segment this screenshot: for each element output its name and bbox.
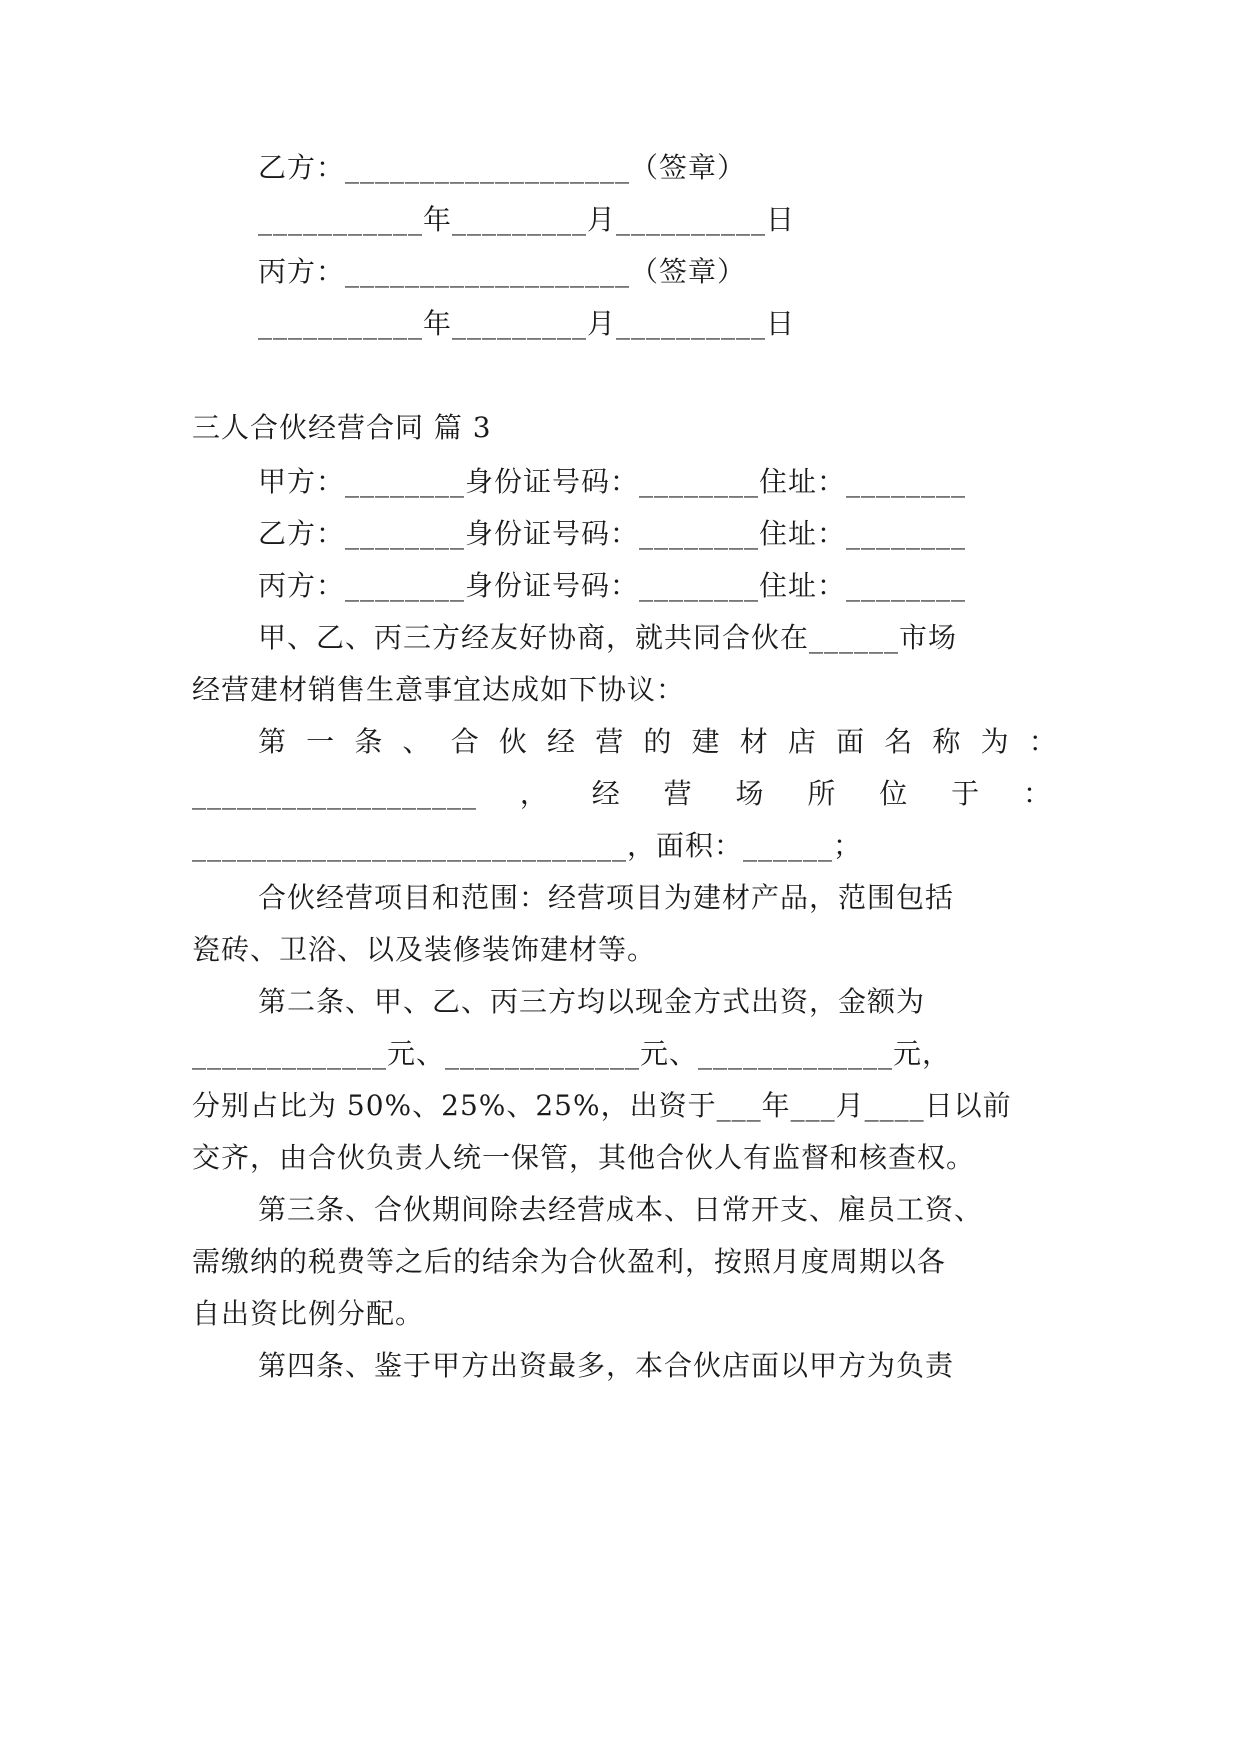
article-2-line-1: 第二条、甲、乙、丙三方均以现金方式出资，金额为: [258, 985, 926, 1018]
article-3-line-2: 需缴纳的税费等之后的结余为合伙盈利，按照月度周期以各: [192, 1245, 947, 1278]
article-1-line-1-segment: 名: [884, 725, 914, 758]
date-line-2: ___________年_________月__________日: [258, 307, 796, 340]
article-1-line-2: [192, 774, 1052, 814]
article-2-line-3: 分别占比为 50%、25%、25%，出资于___年___月____日以前: [192, 1089, 1012, 1122]
article-3-line-1: 第三条、合伙期间除去经营成本、日常开支、雇员工资、: [258, 1193, 984, 1226]
article-1-line-3: _____________________________，面积：______；: [192, 829, 863, 862]
article-3-line-3: 自出资比例分配。: [192, 1297, 425, 1330]
article-1-line-1-segment: 店: [787, 725, 817, 758]
article-1-line-2-segment: ___________________: [192, 777, 477, 810]
article-1-line-2-segment: 场: [735, 777, 765, 810]
article-1-line-1-segment: 经: [547, 725, 577, 758]
article-1-line-2-segment: 所: [807, 777, 837, 810]
article-1-line-1-segment: 面: [836, 725, 866, 758]
party-b-signature-line: 乙方：___________________（签章）: [258, 151, 747, 184]
date-line-1: ___________年_________月__________日: [258, 203, 796, 236]
article-1-line-1-segment: 建: [691, 725, 721, 758]
scope-line-2: 瓷砖、卫浴、以及装修装饰建材等。: [192, 933, 657, 966]
section-title: 三人合伙经营合同 篇 3: [192, 411, 492, 444]
article-1-line-2-segment: 营: [663, 777, 693, 810]
article-1-line-2-segment: 位: [879, 777, 909, 810]
article-1-line-1-segment: 的: [643, 725, 673, 758]
party-a-info: 甲方：________身份证号码：________住址：________: [258, 465, 967, 498]
article-1-line-1-segment: 伙: [498, 725, 528, 758]
article-1-line-1-segment: 为: [980, 725, 1010, 758]
intro-line-1: 甲、乙、丙三方经友好协商，就共同合伙在______市场: [258, 621, 958, 654]
intro-line-2: 经营建材销售生意事宜达成如下协议：: [192, 673, 686, 706]
article-1-line-1-segment: 称: [932, 725, 962, 758]
party-c-info: 丙方：________身份证号码：________住址：________: [258, 569, 967, 602]
article-1-line-1-segment: ：: [1028, 725, 1058, 758]
article-1-line-1-segment: 合: [450, 725, 480, 758]
article-1-line-1-segment: 第: [258, 725, 288, 758]
article-1-line-2-segment: 于: [951, 777, 981, 810]
article-1-line-1-segment: 一: [306, 725, 336, 758]
article-1-line-2-segment: ，: [519, 777, 549, 810]
article-4-line-1: 第四条、鉴于甲方出资最多，本合伙店面以甲方为负责: [258, 1349, 955, 1382]
article-1-line-2-segment: 经: [591, 777, 621, 810]
scope-line-1: 合伙经营项目和范围：经营项目为建材产品，范围包括: [258, 881, 955, 914]
article-1-line-1-segment: 条: [354, 725, 384, 758]
article-1-line-1-segment: 材: [739, 725, 769, 758]
article-1-line-1: [258, 722, 1058, 762]
party-c-signature-line: 丙方：___________________（签章）: [258, 255, 747, 288]
article-2-line-4: 交齐，由合伙负责人统一保管，其他合伙人有监督和核查权。: [192, 1141, 976, 1174]
article-1-line-1-segment: 、: [402, 725, 432, 758]
party-b-info: 乙方：________身份证号码：________住址：________: [258, 517, 967, 550]
article-1-line-2-segment: ：: [1022, 777, 1052, 810]
article-1-line-1-segment: 营: [595, 725, 625, 758]
article-2-line-2: _____________元、_____________元、_____________元，: [192, 1037, 952, 1070]
